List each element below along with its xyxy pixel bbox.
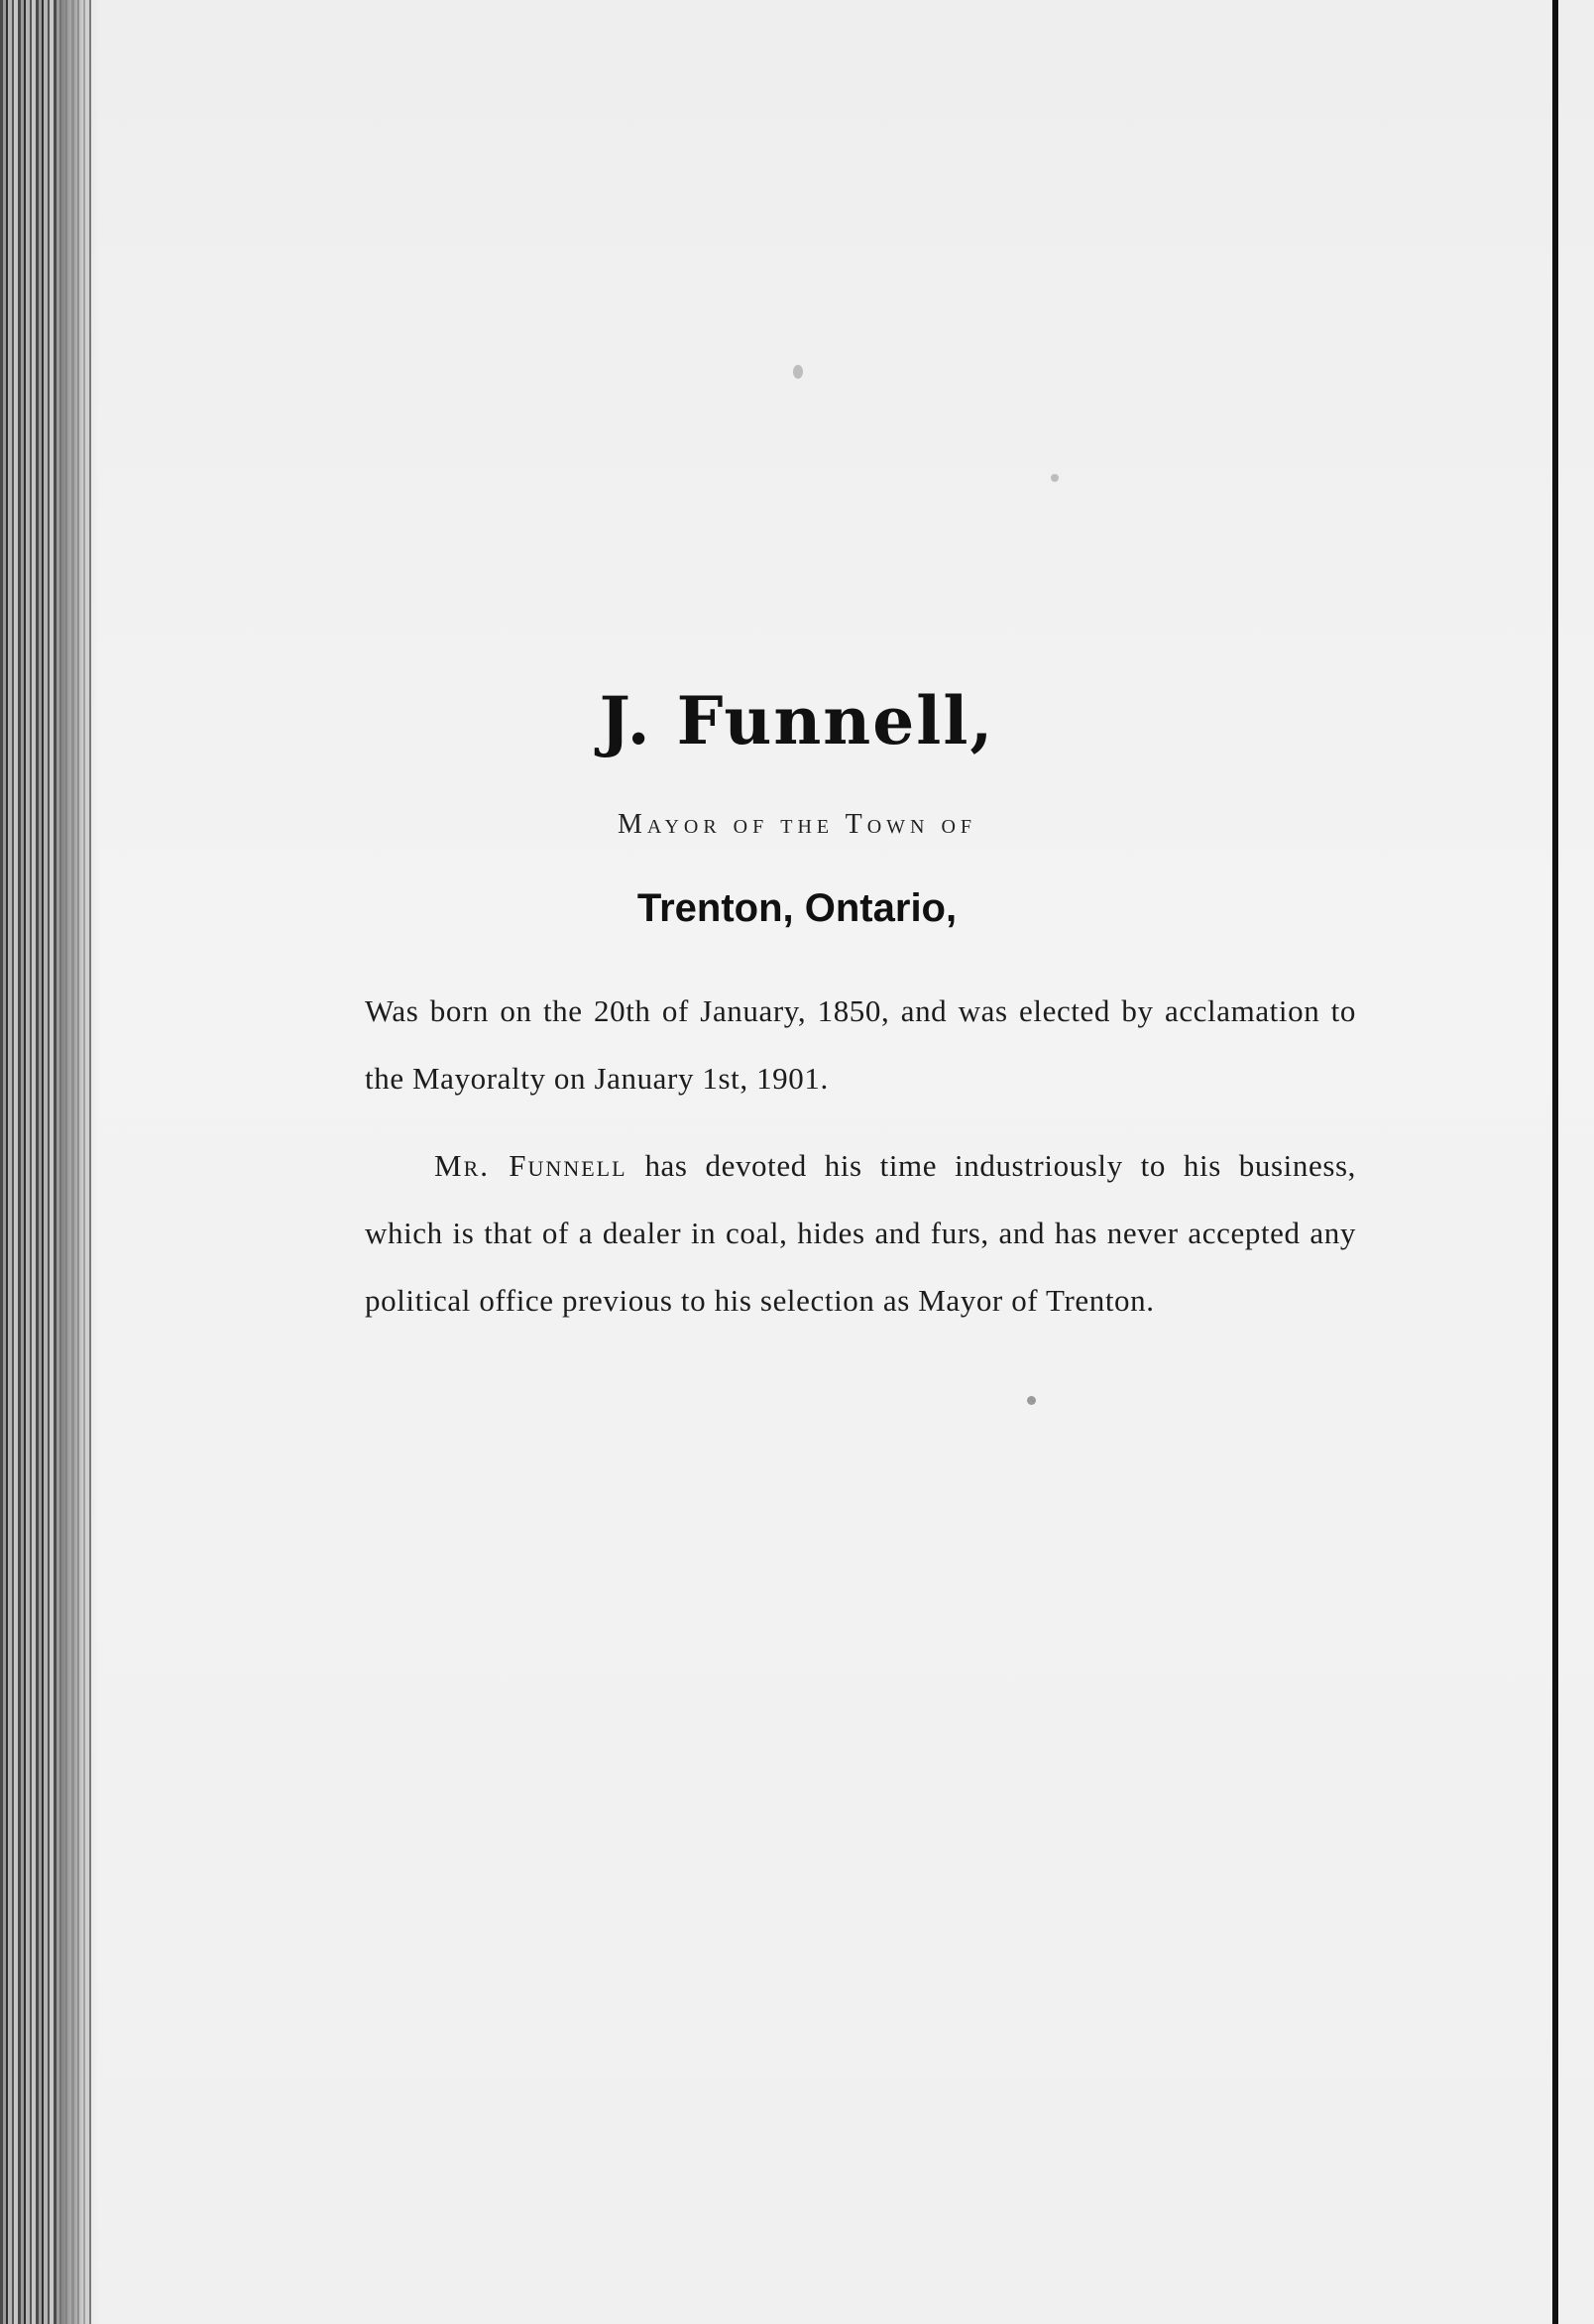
portrait-subtitle-place: Trenton, Ontario, [636, 886, 958, 930]
book-right-edge [1552, 0, 1558, 2324]
portrait-subtitle-office: Mayor of the Town of [617, 809, 977, 840]
paper-speck [793, 365, 803, 379]
biography-subject-name: Mr. Funnell [434, 1148, 627, 1183]
biography-paragraph-1: Was born on the 20th of January, 1850, and was elected by acclamation to the Mayoralty on January 1st, 1901. [365, 993, 1356, 1096]
biography-paragraph-2-text: has devoted his time industriously to his business, which is that of a dealer in coal, hides and furs, and has never accepted any political office previous to his selection as Mayor of Trenton. [365, 1148, 1356, 1318]
biography-paragraph-2 [365, 1132, 1356, 1335]
paper-speck [1027, 1396, 1036, 1405]
paper-speck [1051, 474, 1059, 482]
portrait-title-name: J. Funnell, [599, 682, 995, 759]
book-left-edge-shadow [59, 0, 99, 2324]
